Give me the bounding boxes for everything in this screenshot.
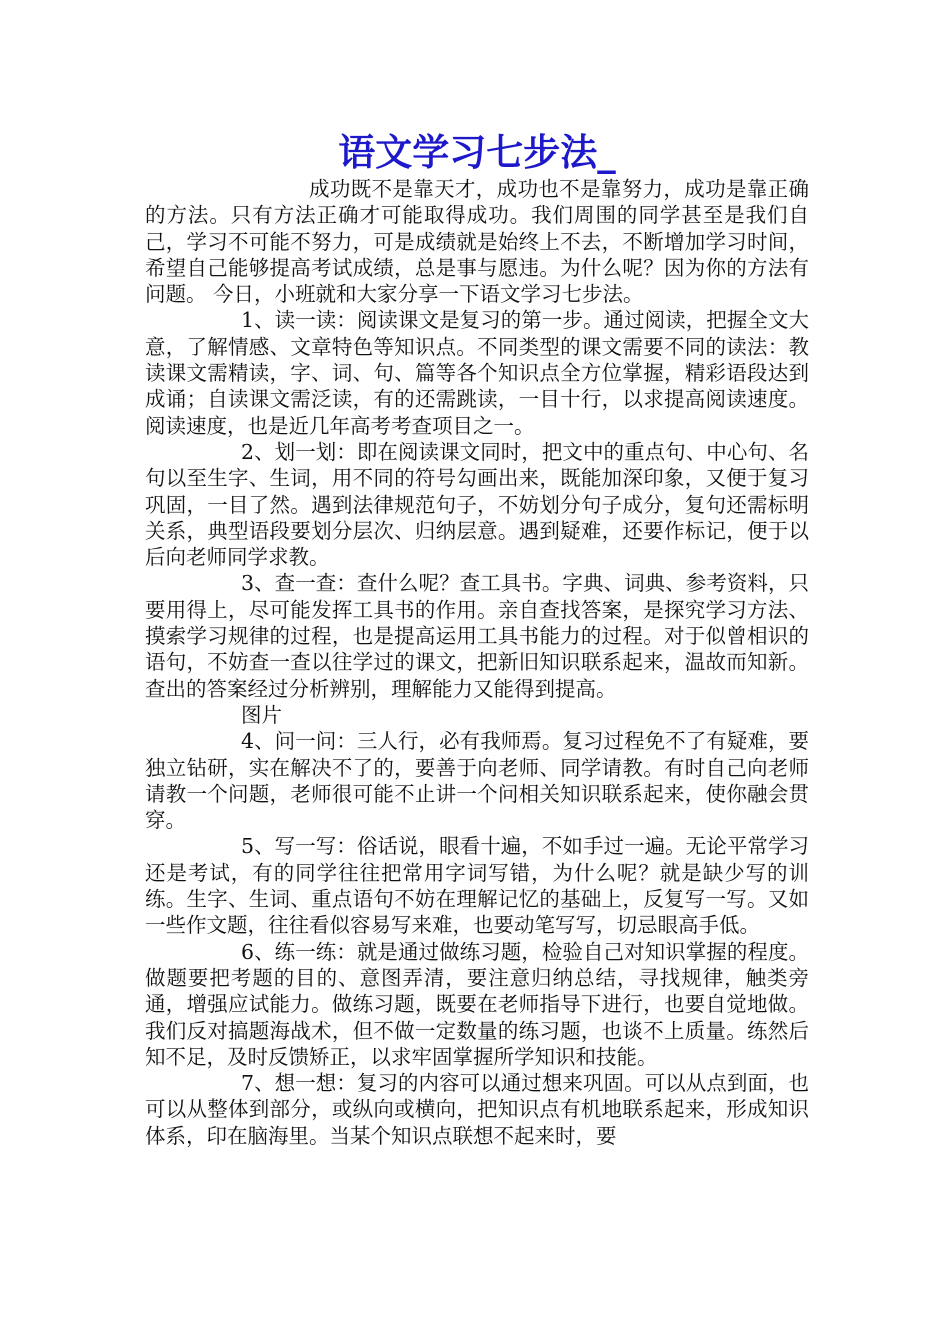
step-1-paragraph: 1、读一读：阅读课文是复习的第一步。通过阅读，把握全文大意，了解情感、文章特色等知识点。不同类型的课文需要不同的读法：教读课文需精读，字、词、句、篇等各个知识点全方位掌握，精彩语段达到成诵；自读课文需泛读，有的还需跳读，一目十行，以求提高阅读速度。阅读速度，也是近几年高考考查项目之一。: [145, 308, 809, 438]
step-4-paragraph: 4、问一问：三人行，必有我师焉。复习过程免不了有疑难，要独立钻研，实在解决不了的，要善于向老师、同学请教。有时自己向老师请教一个问题，老师很可能不止讲一个问相关知识联系起来，使你融会贯穿。: [145, 729, 809, 833]
intro-paragraph: 成功既不是靠天才，成功也不是靠努力，成功是靠正确的方法。只有方法正确才可能取得成功。我们周围的同学甚至是我们自己，学习不可能不努力，可是成绩就是始终上不去，不断增加学习时间，希望自己能够提高考试成绩，总是事与愿违。为什么呢？因为你的方法有问题。 今日，小班就和大家分享一下语文学习七步法。: [145, 177, 809, 307]
image-caption: 图片: [241, 702, 282, 727]
step-7-paragraph: 7、想一想：复习的内容可以通过想来巩固。可以从点到面，也可以从整体到部分，或纵向或横向，把知识点有机地联系起来，形成知识体系，印在脑海里。当某个知识点联想不起来时，要: [145, 1071, 809, 1148]
step-5-paragraph: 5、写一写：俗话说，眼看十遍，不如手过一遍。无论平常学习还是考试，有的同学往往把常用字词写错，为什么呢？就是缺少写的训练。生字、生词、重点语句不妨在理解记忆的基础上，反复写一写。又如一些作文题，往往看似容易写来难，也要动笔写写，切忌眼高手低。: [145, 834, 809, 938]
document-title: 语文学习七步法_: [338, 130, 616, 174]
document-page: [145, 128, 809, 1149]
step-3-paragraph: 3、查一查：查什么呢？查工具书。字典、词典、参考资料，只要用得上，尽可能发挥工具书的作用。亲自查找答案，是探究学习方法、摸索学习规律的过程，也是提高运用工具书能力的过程。对于似曾相识的语句，不妨查一查以往学过的课文，把新旧知识联系起来，温故而知新。查出的答案经过分析辨别，理解能力又能得到提高。: [145, 571, 809, 701]
step-2-paragraph: 2、划一划：即在阅读课文同时，把文中的重点句、中心句、名句以至生字、生词，用不同的符号勾画出来，既能加深印象，又便于复习巩固，一目了然。遇到法律规范句子，不妨划分句子成分，复句还需标明关系，典型语段要划分层次、归纳层意。遇到疑难，还要作标记，便于以后向老师同学求教。: [145, 439, 809, 570]
step-6-paragraph: 6、练一练：就是通过做练习题，检验自己对知识掌握的程度。做题要把考题的目的、意图弄清，要注意归纳总结，寻找规律，触类旁通，增强应试能力。做练习题，既要在老师指导下进行，也要自觉地做。我们反对搞题海战术，但不做一定数量的练习题，也谈不上质量。练然后知不足，及时反馈矫正，以求牢固掌握所学知识和技能。: [145, 939, 809, 1069]
